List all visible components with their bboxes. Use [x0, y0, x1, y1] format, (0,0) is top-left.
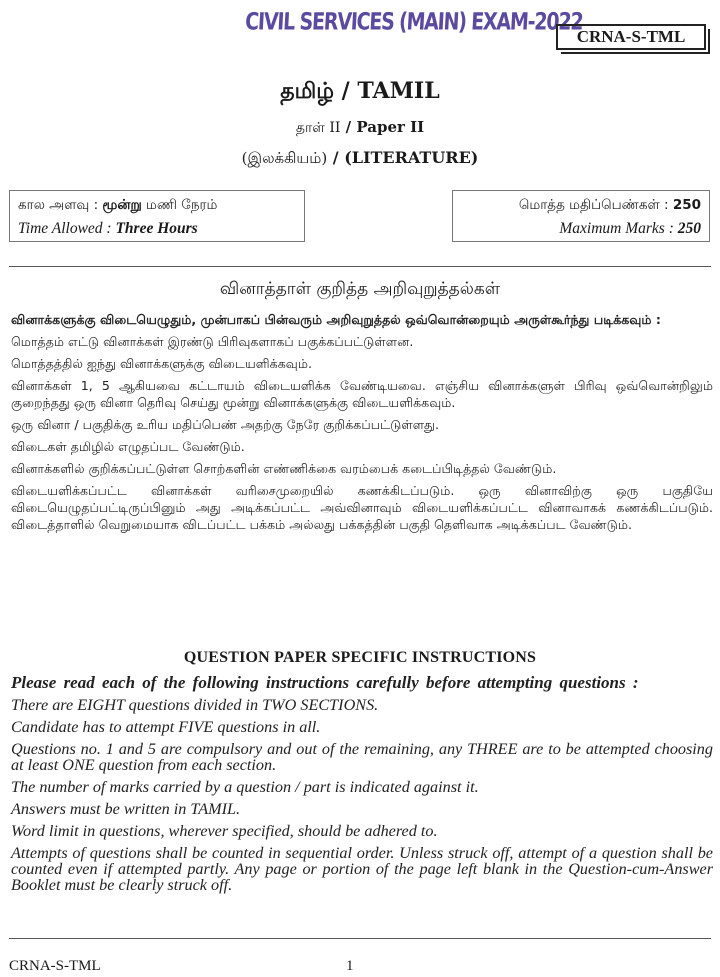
time-tamil-prefix: கால அளவு : [18, 197, 103, 213]
tamil-intro: வினாக்களுக்கு விடையெழுதும், முன்பாகப் பின்வரும் அறிவுறுத்தல் ஒவ்வொன்றையும் அருள்கூர்ந்து படிக்கவும் : [11, 312, 661, 327]
tamil-instruction-item: விடைகள் தமிழில் எழுதப்பட வேண்டும். [11, 439, 245, 454]
tamil-instructions [11, 311, 713, 538]
paper-number [0, 118, 720, 138]
time-english-label: Time Allowed : [18, 220, 116, 237]
paper-separator: / [340, 118, 357, 136]
time-allowed-box [9, 190, 305, 242]
time-allowed-tamil [18, 193, 296, 217]
literature-tamil: (இலக்கியம்) [241, 149, 328, 167]
english-instruction-item: Answers must be written in TAMIL. [11, 800, 241, 818]
english-instruction-item: Attempts of questions shall be counted in sequential order. Unless struck off, attempt of a question shall be counted even if attempted partly. Any page or portion of the page left blank in the Question-cum-Answer Booklet must be clearly struck off. [11, 844, 713, 894]
marks-english-value: 250 [677, 220, 701, 237]
maximum-marks-box [452, 190, 710, 242]
footer-divider [9, 938, 711, 939]
tamil-instruction-item: மொத்தம் எட்டு வினாக்கள் இரண்டு பிரிவுகளாகப் பகுக்கப்பட்டுள்ளன. [11, 334, 414, 349]
english-instruction-item: There are EIGHT questions divided in TWO SECTIONS. [11, 696, 379, 714]
english-intro: Please read each of the following instructions carefully before attempting questions : [11, 673, 639, 692]
paper-code-box: CRNA-S-TML [556, 24, 706, 50]
english-instructions-heading: QUESTION PAPER SPECIFIC INSTRUCTIONS [183, 649, 537, 666]
english-instructions [11, 674, 713, 899]
time-english-value: Three Hours [115, 220, 198, 237]
marks-tamil-value: 250 [672, 197, 701, 213]
tamil-instruction-item: வினாக்களில் குறிக்கப்பட்டுள்ள சொற்களின் எண்ணிக்கை வரம்பைக் கடைப்பிடித்தல் வேண்டும். [11, 461, 557, 476]
footer-paper-code: CRNA-S-TML [9, 958, 101, 974]
time-tamil-suffix: மணி நேரம் [141, 197, 218, 213]
literature-english: (LITERATURE) [344, 148, 479, 167]
english-instruction-item: The number of marks carried by a question / part is indicated against it. [11, 778, 479, 796]
marks-tamil [461, 193, 701, 217]
paper-number-tamil: தாள் II [295, 120, 341, 136]
english-instruction-item: Questions no. 1 and 5 are compulsory and out of the remaining, any THREE are to be attempted choosing at least ONE question from each section. [11, 740, 713, 774]
exam-stamp: CIVIL SERVICES (MAIN) EXAM-2022 [244, 8, 584, 36]
english-instruction-item: Candidate has to attempt FIVE questions in all. [11, 718, 321, 736]
tamil-instruction-item: விடையளிக்கப்பட்ட வினாக்கள் வரிசைமுறையில் கணக்கிடப்படும். ஒரு வினாவிற்கு ஒரு பகுதியே விடையெழுதப்பட்டிருப்பினும் அது அடிக்கப்பட்ட அவ்வினாவும் விடையளிக்கப்பட்ட வினாவாகக் கணக்கிடப்படும். விடைத்தாளில் வெறுமையாக விடப்பட்ட பக்கம் அல்லது பக்கத்தின் பகுதி தெளிவாக அடிக்கப்பட வேண்டும். [11, 483, 713, 532]
literature-separator: / [327, 148, 345, 167]
tamil-instruction-item: ஒரு வினா / பகுதிக்கு உரிய மதிப்பெண் அதற்கு நேரே குறிக்கப்பட்டுள்ளது. [11, 417, 439, 432]
tamil-instructions-heading: வினாத்தாள் குறித்த அறிவுறுத்தல்கள் [219, 279, 501, 299]
tamil-instruction-item: மொத்தத்தில் ஐந்து வினாக்களுக்கு விடையளிக்கவும். [11, 356, 312, 371]
time-allowed-english [18, 217, 296, 241]
time-tamil-value: மூன்று [102, 197, 142, 213]
page-number: 1 [346, 958, 354, 974]
marks-tamil-label: மொத்த மதிப்பெண்கள் : [518, 197, 673, 213]
paper-number-english: Paper II [356, 118, 425, 136]
marks-english-label: Maximum Marks : [559, 220, 678, 237]
literature-line [0, 148, 720, 169]
english-instruction-item: Word limit in questions, wherever specified, should be adhered to. [11, 822, 438, 840]
subject-title: தமிழ் / TAMIL [280, 78, 440, 104]
tamil-instruction-item: வினாக்கள் 1, 5 ஆகியவை கட்டாயம் விடையளிக்க வேண்டியவை. எஞ்சிய வினாக்களுள் பிரிவு ஒவ்வொன்றிலும் குறைந்தது ஒரு வினா தெரிவு செய்து மூன்று வினாக்களுக்கு விடையளிக்கவும். [11, 378, 713, 410]
marks-english [461, 217, 701, 241]
section-divider [9, 266, 711, 267]
